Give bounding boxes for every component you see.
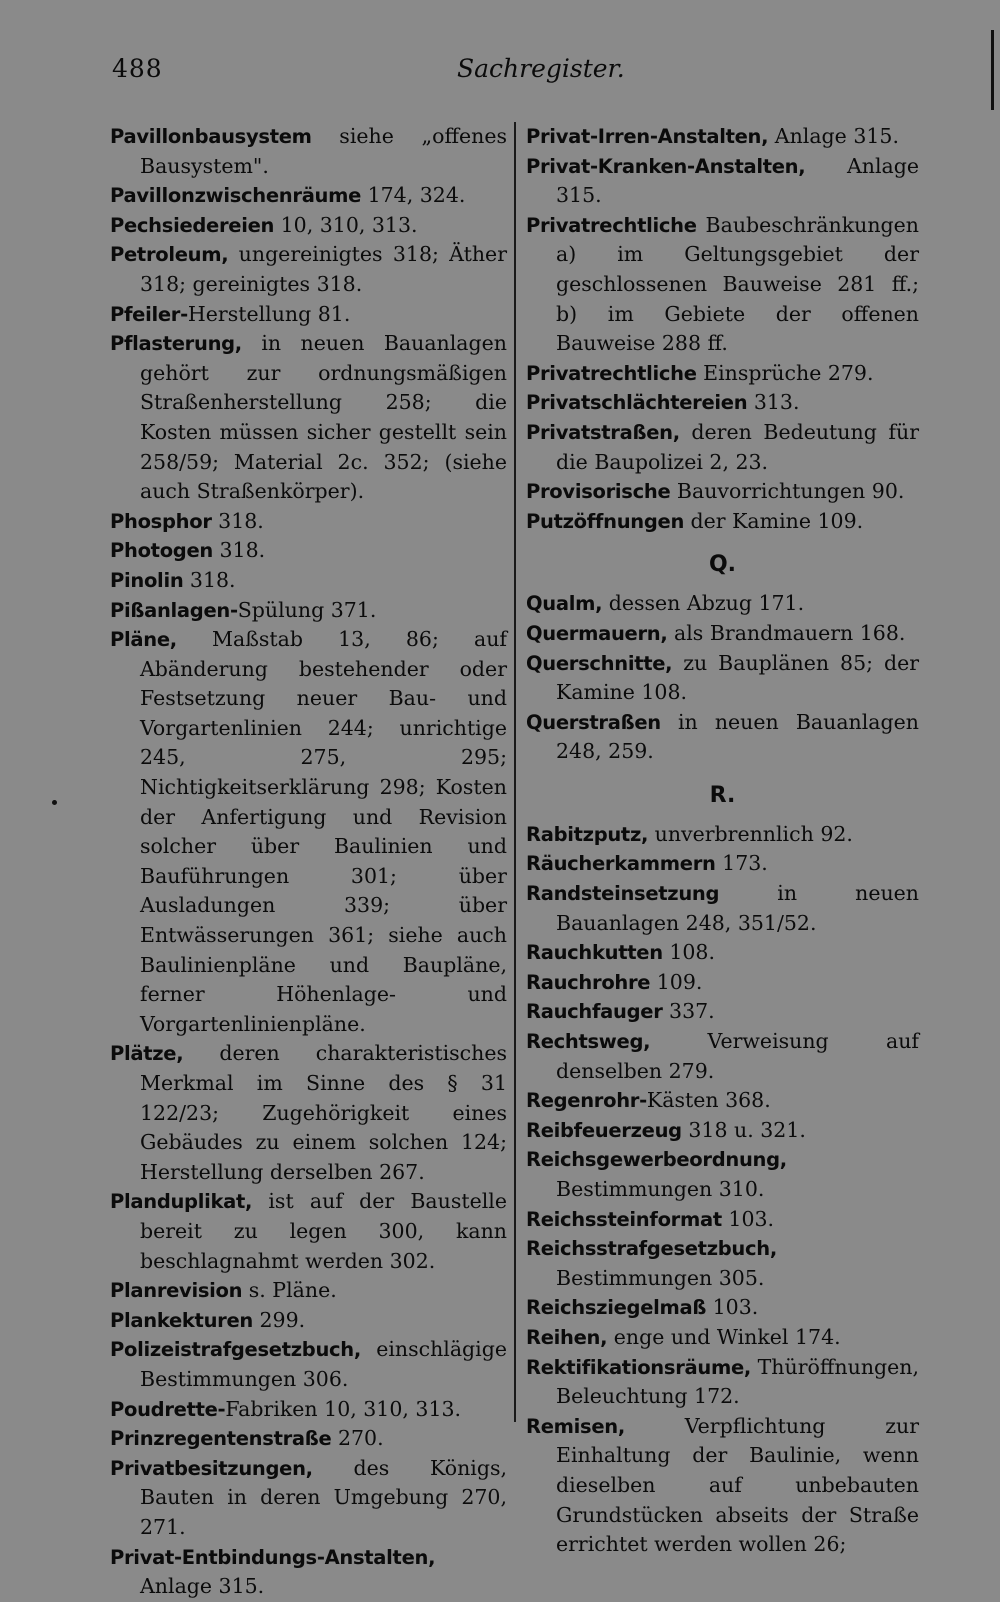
entry-headword: Rechtsweg, (526, 1030, 651, 1054)
index-entry (526, 879, 919, 938)
entry-headword: Räucherkammern (526, 852, 716, 876)
index-entry (526, 1293, 919, 1323)
index-entry (526, 849, 919, 879)
index-entry (110, 625, 507, 1039)
entry-text: 173. (715, 851, 768, 876)
entry-headword: Phosphor (110, 509, 212, 533)
q-entries (526, 589, 919, 767)
running-head (112, 54, 918, 94)
entry-text: 109. (650, 969, 703, 994)
entry-text: Spülung 371. (237, 597, 377, 622)
entry-headword: Plankekturen (110, 1308, 253, 1332)
entry-text: in neuen Bauanlagen 248, 351/52. (556, 881, 919, 935)
entry-headword: Poudrette- (110, 1397, 226, 1421)
entry-text: Fabriken 10, 310, 313. (225, 1396, 462, 1421)
entry-text: Baubeschränkungen a) im Geltungsgebiet der geschlossenen Bauweise 281 ff.; b) im Gebiete der offenen Bauweise 288 ff. (556, 212, 919, 356)
entry-headword: Rauchrohre (526, 970, 651, 994)
index-entry (110, 507, 507, 537)
index-entry (110, 1276, 507, 1306)
index-entry (526, 152, 919, 211)
entry-headword: Rauchfauger (526, 1000, 663, 1024)
entry-text: Bestimmungen 305. (556, 1265, 765, 1290)
entry-headword: Privatstraßen, (526, 420, 680, 444)
section-letter-q: Q. (708, 552, 737, 578)
entry-text: einschlägige Bestimmungen 306. (140, 1337, 507, 1391)
entry-text: 108. (662, 940, 715, 965)
index-entry (110, 536, 507, 566)
entry-headword: Quermauern, (526, 621, 668, 645)
entry-text: ungereinigtes 318; Äther 318; gereinigtes 318. (140, 242, 507, 296)
entry-text: 299. (252, 1307, 306, 1332)
entry-text: Kästen 368. (646, 1088, 771, 1113)
index-entry (110, 1335, 507, 1394)
entry-headword: Rektifikationsräume, (526, 1355, 752, 1379)
entry-text: Anlage 315. (556, 153, 919, 208)
entry-text: Einsprüche 279. (696, 360, 874, 385)
index-column-right (526, 122, 919, 1560)
entry-headword: Pfeiler- (110, 302, 188, 326)
entry-text: in neuen Bauanlagen 248, 259. (556, 709, 919, 764)
index-entry (526, 938, 919, 968)
index-entry (526, 1412, 919, 1560)
entry-text: 174, 324. (361, 183, 466, 208)
p-entries (526, 122, 919, 536)
entry-headword: Putzöffnungen (526, 509, 685, 533)
entry-text: siehe „offenes Bausystem". (140, 124, 507, 178)
entry-text: Verweisung auf denselben 279. (556, 1029, 919, 1083)
entry-text: Verpflichtung zur Einhaltung der Baulinie, wenn dieselben auf unbebauten Grundstücken abseits der Straße errichtet werden wollen 26; (556, 1413, 919, 1557)
entry-headword: Plätze, (110, 1042, 184, 1066)
index-entry (110, 1395, 507, 1425)
index-entry (110, 122, 507, 181)
entry-headword: Pavillonbausystem (110, 125, 312, 148)
entry-headword: Privat-Kranken-Anstalten, (526, 154, 806, 178)
entry-text: als Brandmauern 168. (667, 620, 906, 645)
index-entry (110, 1187, 507, 1276)
index-entry (526, 507, 919, 537)
entry-headword: Querschnitte, (526, 651, 673, 675)
index-entry (526, 649, 919, 708)
entry-text: 313. (747, 390, 800, 415)
entry-text: 318 u. 321. (681, 1117, 806, 1142)
index-entry (526, 1116, 919, 1146)
index-entry (526, 708, 919, 767)
entry-headword: Planrevision (110, 1279, 243, 1303)
entry-headword: Privatbesitzungen, (110, 1456, 313, 1480)
entry-headword: Pflasterung, (110, 332, 242, 356)
index-entry (526, 418, 919, 477)
entry-headword: Polizeistrafgesetzbuch, (110, 1338, 361, 1362)
entry-text: Bauvorrichtungen 90. (670, 479, 905, 504)
index-entry (526, 359, 919, 389)
entry-text: 337. (662, 999, 715, 1024)
entry-text: der Kamine 109. (684, 508, 864, 533)
index-entry (526, 122, 919, 152)
entry-headword: Pläne, (110, 628, 177, 652)
entry-text: Herstellung 81. (187, 301, 351, 326)
entry-text: 318. (183, 567, 236, 592)
entry-headword: Rabitzputz, (526, 822, 649, 846)
entry-headword: Privat-Irren-Anstalten, (526, 125, 769, 148)
entry-text: in neuen Bauanlagen gehört zur ordnungsmäßigen Straßenherstellung 258; die Kosten müssen sicher gestellt sein 258/59; Material 2c. 352; (siehe auch Straßenkörper). (140, 331, 507, 504)
entry-text: des Königs, Bauten in deren Umgebung 270, 271. (140, 1455, 507, 1539)
entry-text: enge und Winkel 174. (607, 1324, 841, 1349)
index-entry (110, 329, 507, 507)
entry-headword: Randsteinsetzung (526, 882, 720, 906)
entry-headword: Reibfeuerzeug (526, 1118, 682, 1142)
entry-headword: Regenrohr- (526, 1089, 647, 1113)
entry-headword: Planduplikat, (110, 1190, 253, 1214)
index-entry (526, 1027, 919, 1086)
index-entry (526, 619, 919, 649)
entry-headword: Pechsiedereien (110, 213, 275, 237)
entry-headword: Privatrechtliche (526, 213, 697, 237)
page-title: Sachregister. (457, 54, 625, 83)
entry-headword: Provisorische (526, 480, 671, 504)
entry-headword: Reichssteinformat (526, 1207, 722, 1231)
index-column-left (110, 122, 507, 1602)
entry-headword: Privatrechtliche (526, 361, 697, 385)
index-entry (526, 1323, 919, 1353)
page-edge-line (991, 30, 994, 110)
column-divider (514, 122, 516, 1422)
entry-text: deren Bedeutung für die Baupolizei 2, 23. (556, 419, 919, 474)
entry-headword: Pavillonzwischenräume (110, 184, 362, 208)
entry-headword: Pißanlagen- (110, 598, 238, 622)
index-entry (110, 181, 507, 211)
entry-headword: Pinolin (110, 568, 184, 592)
index-entry (526, 1145, 919, 1204)
entry-headword: Reihen, (526, 1325, 608, 1349)
entry-text: s. Pläne. (242, 1278, 337, 1303)
index-entry (110, 1424, 507, 1454)
index-entry (526, 388, 919, 418)
index-entry (526, 477, 919, 507)
entry-headword: Reichsziegelmaß (526, 1296, 707, 1320)
entry-text: 270. (331, 1426, 384, 1451)
entry-text: dessen Abzug 171. (602, 591, 805, 616)
entry-text: Thüröffnungen, Beleuchtung 172. (556, 1354, 919, 1409)
entry-text: 318. (212, 538, 266, 563)
entry-headword: Reichsstrafgesetzbuch, (526, 1237, 777, 1261)
entry-text: 103. (706, 1295, 759, 1320)
entry-headword: Petroleum, (110, 243, 229, 267)
stray-dot (52, 800, 57, 805)
page-number: 488 (112, 54, 163, 83)
entry-headword: Reichsgewerbeordnung, (526, 1148, 787, 1172)
entry-text: Anlage 315. (768, 124, 899, 148)
index-entry (526, 997, 919, 1027)
index-entry (526, 1086, 919, 1116)
index-entry (526, 589, 919, 619)
index-entry (110, 1306, 507, 1336)
index-entry (526, 968, 919, 998)
entry-headword: Photogen (110, 539, 213, 563)
index-entry (526, 1234, 919, 1293)
entry-text: deren charakteristisches Merkmal im Sinne des § 31 122/23; Zugehörigkeit eines Gebäudes zu einem solchen 124; Herstellung derselben 267. (140, 1041, 507, 1184)
entry-text: zu Bauplänen 85; der Kamine 108. (556, 650, 919, 705)
entry-text: Anlage 315. (140, 1574, 265, 1599)
index-entry (110, 1454, 507, 1543)
entry-text: unverbrennlich 92. (648, 821, 853, 846)
index-entry (526, 820, 919, 850)
entry-headword: Privat-Entbindungs-Anstalten, (110, 1545, 436, 1569)
index-entry (110, 1039, 507, 1187)
entry-text: 10, 310, 313. (274, 212, 418, 237)
index-entry (526, 1205, 919, 1235)
entry-text: Bestimmungen 310. (556, 1177, 765, 1201)
index-entry (110, 566, 507, 596)
entry-text: 318. (211, 508, 264, 533)
r-entries (526, 820, 919, 1560)
entry-text: ist auf der Baustelle bereit zu legen 300, kann beschlagnahmt werden 302. (140, 1189, 507, 1273)
index-entry (110, 596, 507, 626)
entry-headword: Qualm, (526, 592, 603, 616)
entry-headword: Rauchkutten (526, 941, 663, 965)
entry-text: 103. (721, 1206, 775, 1231)
index-entry (110, 240, 507, 299)
index-entry (110, 300, 507, 330)
section-letter-r: R. (709, 782, 736, 808)
index-entry (526, 211, 919, 359)
entry-text: Maßstab 13, 86; auf Abänderung bestehender oder Festsetzung neuer Bau- und Vorgartenlinien 244; unrichtige 245, 275, 295; Nichtigkeitserklärung 298; Kosten der Anfertigung und Revision solcher über Baulinien und Bauführungen 301; über Ausladungen 339; über Entwässerungen 361; siehe auch Baulinienpläne und Baupläne, ferner Höhenlage- und Vorgartenlinienpläne. (140, 627, 507, 1036)
entry-headword: Querstraßen (526, 710, 661, 734)
index-entry (110, 1543, 507, 1602)
entry-headword: Privatschlächtereien (526, 391, 748, 415)
index-entry (110, 211, 507, 241)
entry-headword: Remisen, (526, 1414, 625, 1438)
index-entry (526, 1353, 919, 1412)
entry-headword: Prinzregentenstraße (110, 1427, 332, 1451)
